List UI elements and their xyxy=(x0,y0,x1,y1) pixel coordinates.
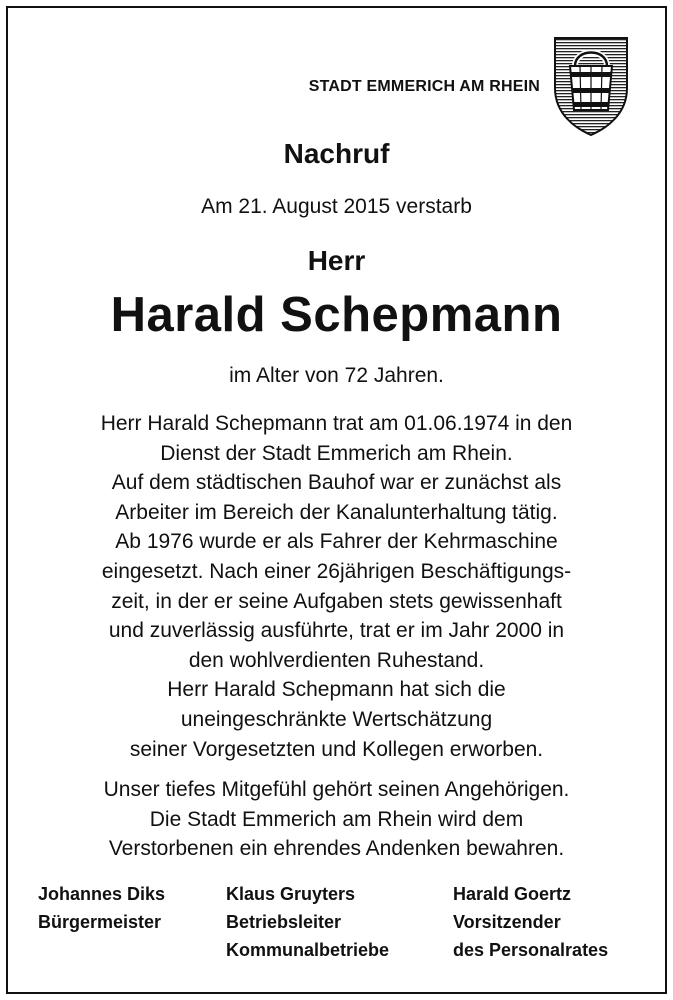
signatory-role: Bürgermeister xyxy=(38,912,162,932)
closing-line: Verstorbenen ein ehrendes Andenken bewahren. xyxy=(108,837,565,861)
signatory-role: Kommunalbetriebe xyxy=(226,940,390,960)
organization-name: STADT EMMERICH AM RHEIN xyxy=(308,78,540,95)
body-line: Dienst der Stadt Emmerich am Rhein. xyxy=(160,441,513,465)
body-line: und zuverlässig ausführte, trat er im Jahr 2000 in xyxy=(108,619,565,643)
body-line: den wohlverdienten Ruhestand. xyxy=(188,648,485,672)
body-line: Auf dem städtischen Bauhof war er zunächst als xyxy=(111,471,562,495)
signatory-operations-manager xyxy=(226,880,389,964)
body-line: Herr Harald Schepmann hat sich die xyxy=(167,678,506,702)
signatory-role: Betriebsleiter xyxy=(226,912,342,932)
deceased-name: Harald Schepmann xyxy=(110,288,563,342)
closing-line: Unser tiefes Mitgefühl gehört seinen Angehörigen. xyxy=(103,778,570,801)
notice-title: Nachruf xyxy=(283,138,390,169)
body-line: eingesetzt. Nach einer 26jährigen Beschäftigungs- xyxy=(101,559,572,583)
body-text xyxy=(0,409,673,764)
notice-intro: Am 21. August 2015 verstarb xyxy=(201,195,472,218)
body-line: Herr Harald Schepmann trat am 01.06.1974 in den xyxy=(100,412,573,435)
signatory-name: Johannes Diks xyxy=(38,884,166,904)
signatory-mayor xyxy=(38,880,165,936)
signatory-staff-council-chair xyxy=(453,880,608,964)
signatory-name: Klaus Gruyters xyxy=(226,884,356,904)
signatory-name: Harald Goertz xyxy=(453,884,572,904)
closing-line: Die Stadt Emmerich am Rhein wird dem xyxy=(149,807,524,831)
body-line: Ab 1976 wurde er als Fahrer der Kehrmaschine xyxy=(115,530,558,554)
coat-of-arms-bucket-icon xyxy=(553,36,629,136)
body-line: Arbeiter im Bereich der Kanalunterhaltung tätig. xyxy=(115,500,558,524)
signatory-role: Vorsitzender xyxy=(453,912,561,932)
body-line: seiner Vorgesetzten und Kollegen erworben. xyxy=(129,737,544,761)
body-line: zeit, in der er seine Aufgaben stets gewissenhaft xyxy=(111,589,562,613)
salutation: Herr xyxy=(307,245,366,276)
body-line: uneingeschränkte Wertschätzung xyxy=(180,707,493,731)
signatory-role: des Personalrates xyxy=(453,940,609,960)
age-line: im Alter von 72 Jahren. xyxy=(229,364,444,387)
closing-text xyxy=(0,775,673,864)
